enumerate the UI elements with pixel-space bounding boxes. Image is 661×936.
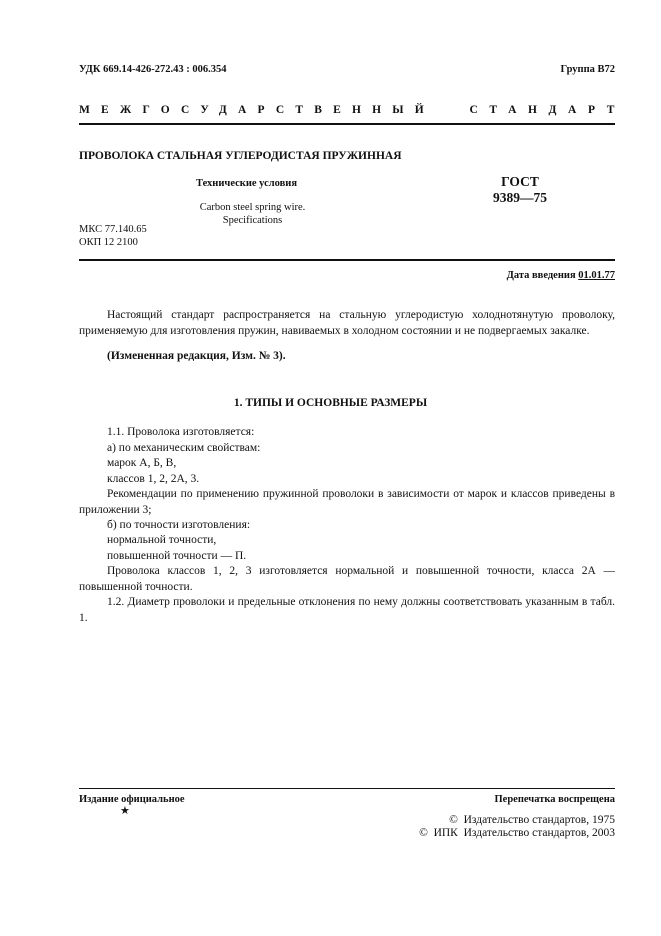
interstate-label: МЕЖГОСУДАРСТВЕННЫЙ <box>79 104 435 116</box>
official-edition: Издание официальное <box>79 794 185 805</box>
reprint-prohibited: Перепечатка воспрещена <box>494 794 615 805</box>
item-a: а) по механическим свойствам: <box>107 442 261 454</box>
standard-label: СТАНДАРТ <box>469 104 626 116</box>
recommendation-paragraph: Рекомендации по применению пружинной проволоки в зависимости от марок и классов приведены в приложении 3; <box>79 488 615 516</box>
group-code: Группа В72 <box>560 64 615 75</box>
diameter-paragraph: 1.2. Диаметр проволоки и предельные отклонения по нему должны соответствовать указанным в табл. 1. <box>79 596 615 624</box>
item-1-1: 1.1. Проволока изготовляется: <box>107 426 255 438</box>
mks-code: МКС 77.140.65 <box>79 224 147 235</box>
document-subtitle: Технические условия <box>196 178 298 189</box>
title-divider <box>79 259 615 261</box>
amendment-note: (Измененная редакция, Изм. № 3). <box>107 350 286 362</box>
date-label: Дата введения <box>506 270 576 281</box>
english-title <box>180 201 325 227</box>
gost-number: 9389—75 <box>493 190 547 205</box>
item-b: б) по точности изготовления: <box>107 519 251 531</box>
udk-code: УДК 669.14-426-272.43 : 006.354 <box>79 64 227 75</box>
top-divider <box>79 123 615 125</box>
item-grades: марок А, Б, В, <box>107 457 177 469</box>
item-high-precision: повышенной точности — П. <box>107 550 247 562</box>
gost-designation <box>470 174 570 206</box>
okp-code: ОКП 12 2100 <box>79 236 138 248</box>
star-icon: ★ <box>120 804 130 817</box>
section-heading: 1. ТИПЫ И ОСНОВНЫЕ РАЗМЕРЫ <box>233 397 428 409</box>
document-title: ПРОВОЛОКА СТАЛЬНАЯ УГЛЕРОДИСТАЯ ПРУЖИННАЯ <box>79 150 402 162</box>
english-title-line1: Carbon steel spring wire. <box>199 202 306 213</box>
classification-codes <box>79 224 147 249</box>
date-value: 01.01.77 <box>578 270 615 281</box>
item-classes: классов 1, 2, 2А, 3. <box>107 473 200 485</box>
classes-paragraph: Проволока классов 1, 2, 3 изготовляется нормальной и повышенной точности, класса 2А — повышенной точности. <box>79 565 615 593</box>
item-normal-precision: нормальной точности, <box>107 534 217 546</box>
copyright-2003: © ИПК Издательство стандартов, 2003 <box>419 827 615 839</box>
gost-label: ГОСТ <box>501 174 539 189</box>
english-title-line2: Specifications <box>222 215 283 226</box>
introduction-date <box>507 270 615 281</box>
scope-paragraph: Настоящий стандарт распространяется на стальную углеродистую холоднотянутую проволоку, применяемую для изготовления пружин, навиваемых в холодном состоянии и не подвергаемых закалке. <box>79 309 615 337</box>
footer-divider <box>79 788 615 789</box>
copyright-1975: © Издательство стандартов, 1975 <box>449 814 615 826</box>
